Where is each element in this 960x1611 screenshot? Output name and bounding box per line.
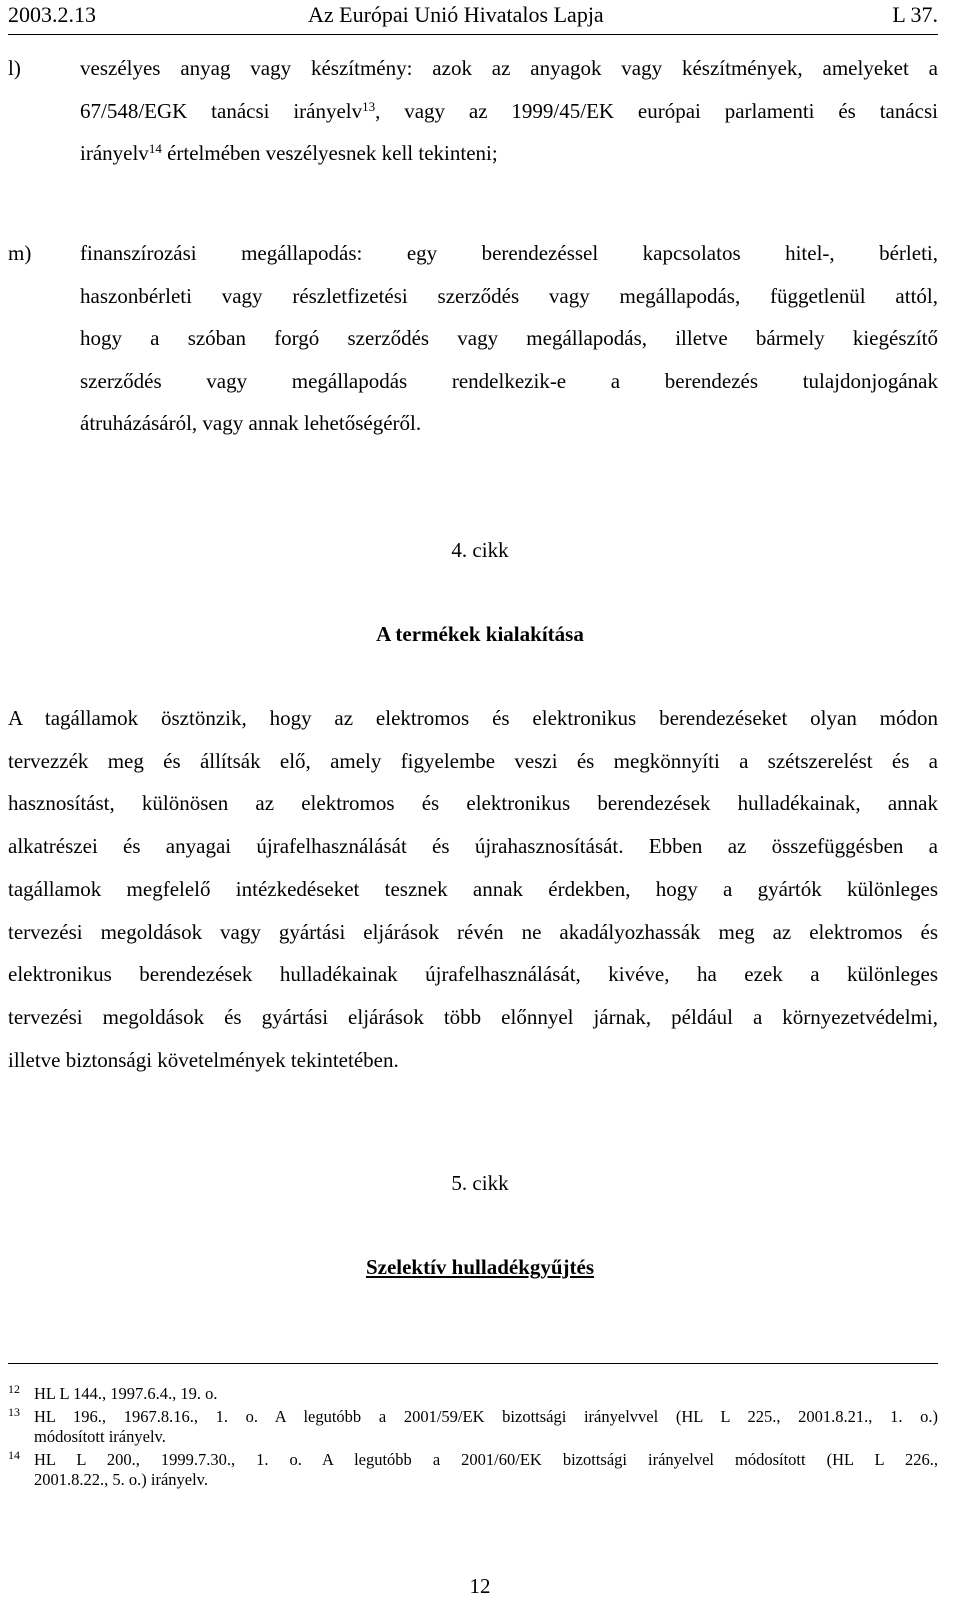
text-line: alkatrészei és anyagai újrafelhasználását és újrahasznosítását. Ebben az összefüggésben a — [8, 834, 938, 859]
text-fragment: értelmében veszélyesnek kell tekinteni; — [161, 141, 498, 165]
page-number: 12 — [469, 1574, 491, 1598]
text-line — [80, 90, 938, 133]
text-line: illetve biztonsági követelmények tekintetében. — [8, 1047, 399, 1072]
text-line: tervezzék meg és állítsák elő, amely figyelembe veszi és megkönnyíti a szétszerelést és a — [8, 748, 938, 773]
footnote-ref-13[interactable]: 13 — [362, 98, 376, 114]
article-5-title-text: Szelektív hulladékgyűjtés — [365, 1255, 595, 1279]
article-5-number: 5. cikk — [451, 1171, 509, 1195]
header-page-reference: L 37. — [892, 2, 938, 27]
text-line: hasznosítást, különösen az elektromos és elektronikus berendezések hulladékainak, annak — [8, 791, 938, 816]
footnote-separator — [8, 1363, 938, 1364]
footnote-number: 12 — [8, 1382, 20, 1396]
text-line: tervezési megoldások vagy gyártási eljárások révén ne akadályozhassák meg az elektromos és — [8, 919, 938, 944]
item-text — [80, 47, 938, 175]
text-line: HL L 144., 1997.6.4., 19. o. — [34, 1384, 218, 1403]
text-line: elektronikus berendezések hulladékainak újrafelhasználását, kivéve, ha ezek a különleges — [8, 962, 938, 987]
footnote-13 — [8, 1407, 938, 1447]
definition-item-m — [8, 232, 938, 445]
footnote-ref-14[interactable]: 14 — [148, 141, 162, 156]
header-journal-title: Az Európai Unió Hivatalos Lapja — [308, 2, 604, 27]
text-line — [80, 132, 938, 175]
text-line: módosított irányelv. — [34, 1427, 166, 1446]
text-line: tagállamok megfelelő intézkedéseket tesznek annak érdekben, hogy a gyártók különleges — [8, 876, 938, 901]
text-line: HL 196., 1967.8.16., 1. o. A legutóbb a 2001/59/EK bizottsági irányelvvel (HL L 225., 2001.8.21., 1. o.) — [34, 1407, 938, 1426]
footnote-text — [34, 1384, 938, 1404]
text-line: HL L 200., 1999.7.30., 1. o. A legutóbb a 2001/60/EK bizottsági irányelvel módosított (HL L 226., — [34, 1450, 938, 1469]
text-line: A tagállamok ösztönzik, hogy az elektromos és elektronikus berendezéseket olyan módon — [8, 706, 938, 730]
text-line: 2001.8.22., 5. o.) irányelv. — [34, 1470, 208, 1489]
text-fragment: 67/548/EGK tanácsi irányelv — [80, 98, 363, 123]
definition-item-l — [8, 47, 938, 175]
item-text — [80, 232, 938, 445]
footnote-number: 14 — [8, 1448, 20, 1462]
header-date: 2003.2.13 — [8, 2, 96, 27]
text-line: veszélyes anyag vagy készítmény: azok az anyagok vagy készítmények, amelyeket a — [80, 56, 938, 80]
text-fragment: , vagy az 1999/45/EK európai parlamenti és tanácsi — [375, 98, 939, 123]
footnote-12 — [8, 1384, 938, 1404]
text-line: haszonbérleti vagy részletfizetési szerződés vagy megállapodás, függetlenül attól, — [80, 283, 938, 308]
text-line: szerződés vagy megállapodás rendelkezik-e a berendezés tulajdonjogának — [80, 368, 938, 393]
item-label: m) — [8, 241, 32, 265]
article-4-paragraph — [8, 697, 938, 1081]
text-line: tervezési megoldások és gyártási eljárások több előnnyel járnak, például a környezetvédelmi, — [8, 1004, 938, 1029]
item-label: l) — [8, 56, 21, 80]
footnote-text — [34, 1407, 938, 1447]
page-header — [8, 0, 938, 30]
article-5-title — [0, 1255, 960, 1280]
text-line: átruházásáról, vagy annak lehetőségéről. — [80, 411, 422, 435]
text-line: hogy a szóban forgó szerződés vagy megállapodás, illetve bármely kiegészítő — [80, 326, 938, 350]
text-fragment: irányelv — [80, 141, 149, 165]
header-rule — [8, 34, 938, 35]
text-line: finanszírozási megállapodás: egy berendezéssel kapcsolatos hitel-, bérleti, — [80, 241, 938, 265]
article-4-title: A termékek kialakítása — [376, 622, 584, 646]
footnote-14 — [8, 1450, 938, 1490]
footnote-text — [34, 1450, 938, 1490]
footnote-number: 13 — [8, 1405, 20, 1419]
article-4-number: 4. cikk — [451, 538, 509, 562]
